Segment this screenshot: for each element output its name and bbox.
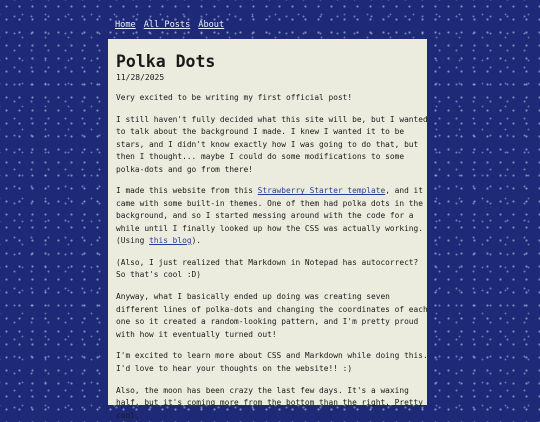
paragraph-line: I still haven't fully decided what this site will be, but I wanted <box>116 114 428 124</box>
paragraph-intro <box>116 92 419 104</box>
post-title: Polka Dots <box>116 52 216 71</box>
paragraph-line: different lines of polka-dots and changing the coordinates of each <box>116 304 428 314</box>
paragraph-moon <box>116 385 423 422</box>
paragraph-line: ). <box>191 236 202 246</box>
paragraph-line: cool. <box>116 410 140 420</box>
this-blog-link[interactable]: this blog <box>149 236 192 246</box>
paragraph-line: Anyway, what I basically ended up doing was creating seven <box>116 292 390 302</box>
post-body <box>116 92 428 422</box>
paragraph-line: half, but it's coming more from the bottom than the right. Pretty <box>116 398 423 408</box>
paragraph-template <box>116 185 423 247</box>
paragraph-line: So that's cool :D) <box>116 270 202 280</box>
nav-all-posts-link[interactable]: All Posts <box>143 20 191 30</box>
paragraph-line: Very excited to be writing my first official post! <box>116 93 353 102</box>
paragraph-line: to talk about the background I made. I knew I wanted it to be <box>116 127 405 137</box>
strawberry-starter-link[interactable]: Strawberry Starter template <box>257 186 386 196</box>
paragraph-line: background, and so I started messing around with the code for a <box>116 211 414 221</box>
paragraph-excited <box>116 350 428 375</box>
top-nav <box>115 20 224 36</box>
paragraph-line: while until I finally looked up how the CSS was actually working. <box>116 223 423 233</box>
paragraph-line: I made this website from this <box>116 186 258 196</box>
post-container <box>108 39 428 420</box>
paragraph-line: then I thought... maybe I could do some modifications to some <box>116 152 405 162</box>
paragraph-line: one so it created a random-looking pattern, and I'm pretty proud <box>116 317 419 327</box>
paragraph-line: , and it <box>385 186 423 196</box>
paragraph-line: came with some built-in themes. One of them had polka dots in the <box>116 198 423 208</box>
paragraph-polka-dots <box>116 291 428 341</box>
paragraph-line: Also, the moon has been crazy the last few days. It's a waxing <box>116 385 409 395</box>
paragraph-line: (Also, I just realized that Markdown in Notepad has autocorrect? <box>116 257 419 267</box>
paragraph-line: with how it eventually turned out! <box>116 329 277 339</box>
nav-about-link[interactable]: About <box>198 20 225 30</box>
post-date: 11/28/2025 <box>116 73 165 82</box>
paragraph-line: I'm excited to learn more about CSS and Markdown while doing this. <box>116 351 428 361</box>
paragraph-line: I'd love to hear your thoughts on the website!! :) <box>116 363 353 373</box>
paragraph-line: (Using <box>116 236 150 246</box>
paragraph-markdown <box>116 257 419 282</box>
paragraph-background <box>116 114 428 176</box>
paragraph-line: stars, and I didn't know exactly how I was going to do that, but <box>116 139 419 149</box>
nav-home-link[interactable]: Home <box>115 20 136 30</box>
paragraph-line: polka-dots and go from there! <box>116 164 253 174</box>
